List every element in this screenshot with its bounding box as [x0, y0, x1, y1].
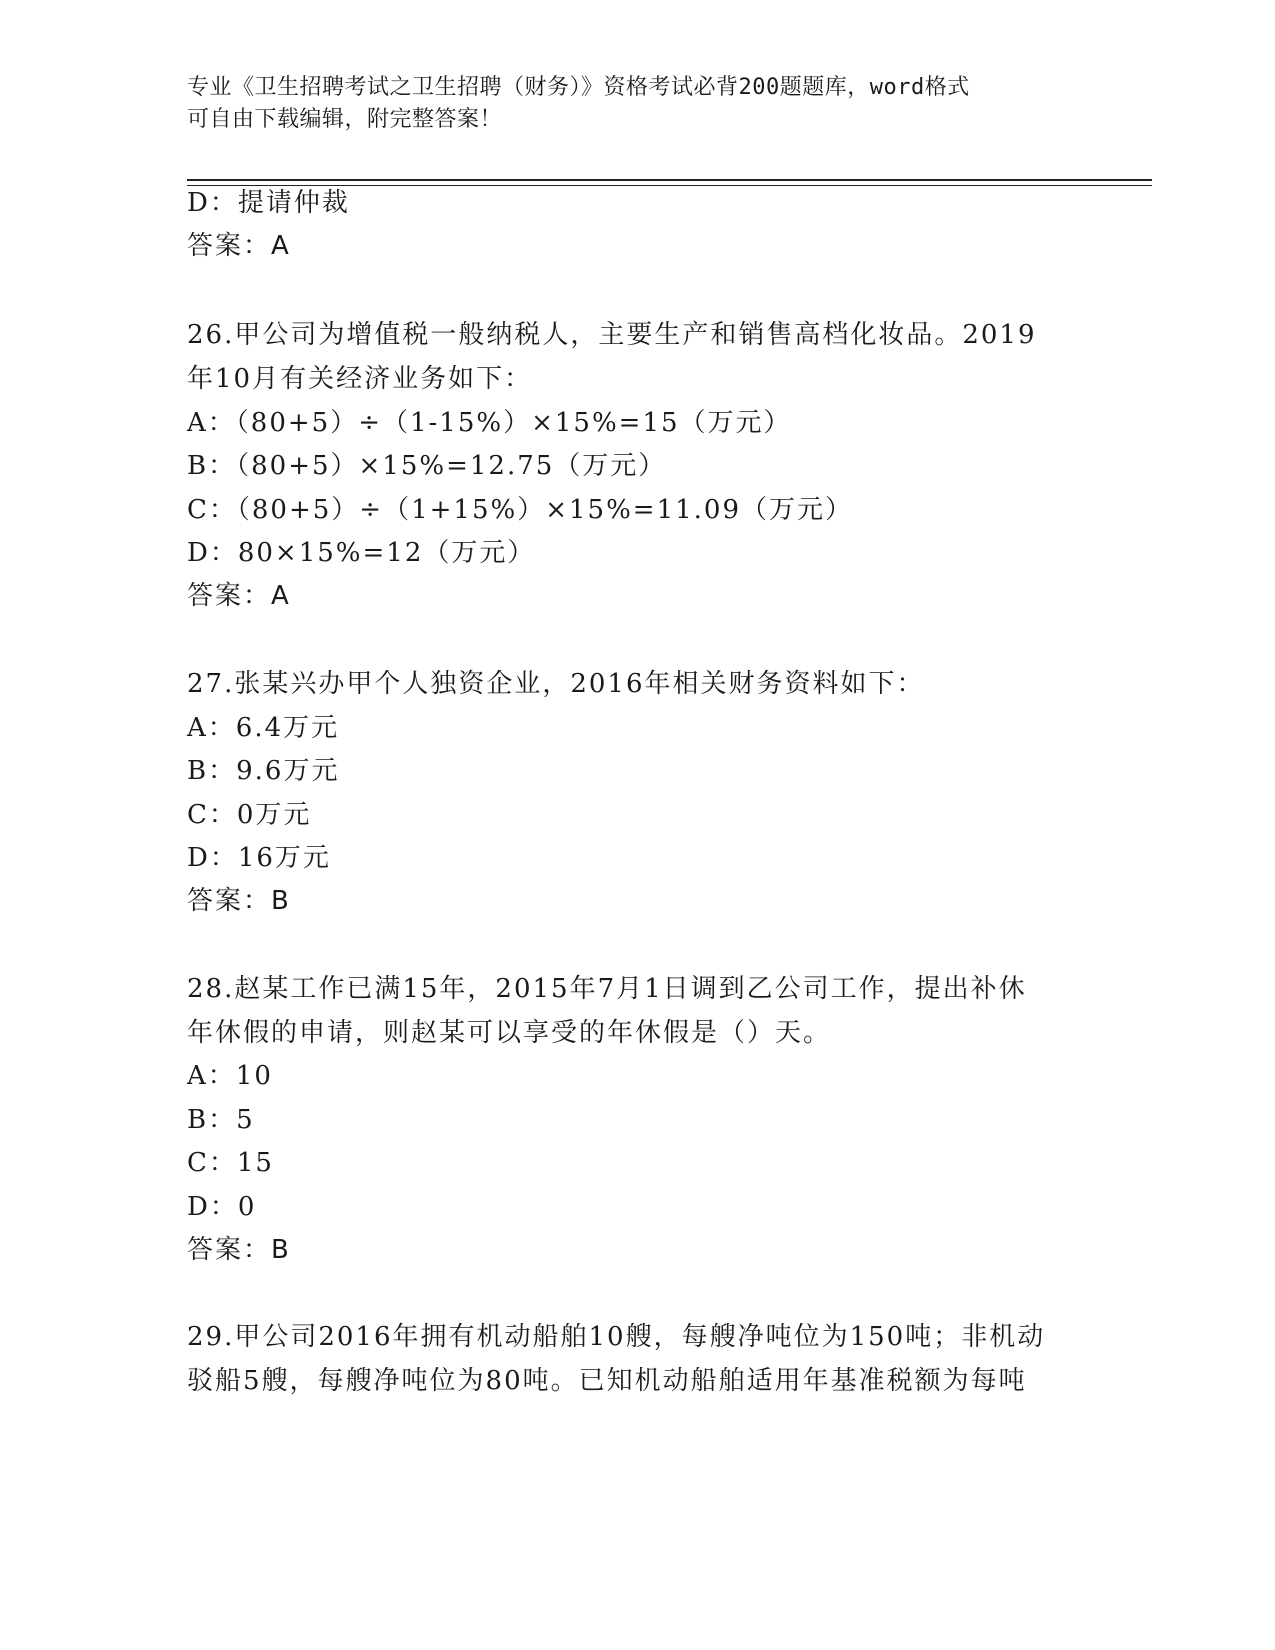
q26-option-b: B：（80+5）×15%=12.75（万元） — [187, 451, 667, 481]
header-title-line-2: 可自由下载编辑，附完整答案！ — [187, 107, 503, 132]
q28-option-d: D：0 — [187, 1192, 257, 1222]
q26-option-a: A：（80+5）÷（1-15%）×15%=15（万元） — [187, 408, 792, 438]
q29-stem-line-1: 29.甲公司2016年拥有机动船舶10艘，每艘净吨位为150吨；非机动 — [187, 1322, 1046, 1352]
q26-stem-line-2: 年10月有关经济业务如下： — [187, 364, 533, 394]
q26-option-d: D：80×15%=12（万元） — [187, 538, 536, 568]
header-divider-thick — [187, 179, 1152, 181]
q27-option-a: A：6.4万元 — [187, 713, 340, 743]
q26-stem-line-1: 26.甲公司为增值税一般纳税人，主要生产和销售高档化妆品。2019 — [187, 320, 1037, 350]
q29-stem-line-2: 驳船5艘，每艘净吨位为80吨。已知机动船舶适用年基准税额为每吨 — [187, 1366, 1027, 1396]
q28-option-a: A：10 — [187, 1061, 273, 1091]
q26-option-c: C：（80+5）÷（1+15%）×15%=11.09（万元） — [187, 495, 853, 525]
q27-option-d: D：16万元 — [187, 843, 331, 873]
q27-answer: 答案：B — [187, 886, 291, 916]
prev-answer: 答案：A — [187, 231, 291, 261]
q28-stem-line-1: 28.赵某工作已满15年，2015年7月1日调到乙公司工作，提出补休 — [187, 974, 1027, 1004]
prev-option-d: D：提请仲裁 — [187, 188, 350, 218]
q27-option-b: B：9.6万元 — [187, 756, 340, 786]
q27-stem-line-1: 27.张某兴办甲个人独资企业，2016年相关财务资料如下： — [187, 669, 925, 699]
q26-answer: 答案：A — [187, 581, 291, 611]
header-title-line-1: 专业《卫生招聘考试之卫生招聘（财务）》资格考试必背200题题库，word格式 — [187, 75, 970, 100]
q28-answer: 答案：B — [187, 1235, 291, 1265]
q28-option-c: C：15 — [187, 1148, 274, 1178]
q28-stem-line-2: 年休假的申请，则赵某可以享受的年休假是（）天。 — [187, 1018, 832, 1048]
q27-option-c: C：0万元 — [187, 800, 312, 830]
q28-option-b: B：5 — [187, 1105, 255, 1135]
document-header — [187, 72, 1067, 136]
